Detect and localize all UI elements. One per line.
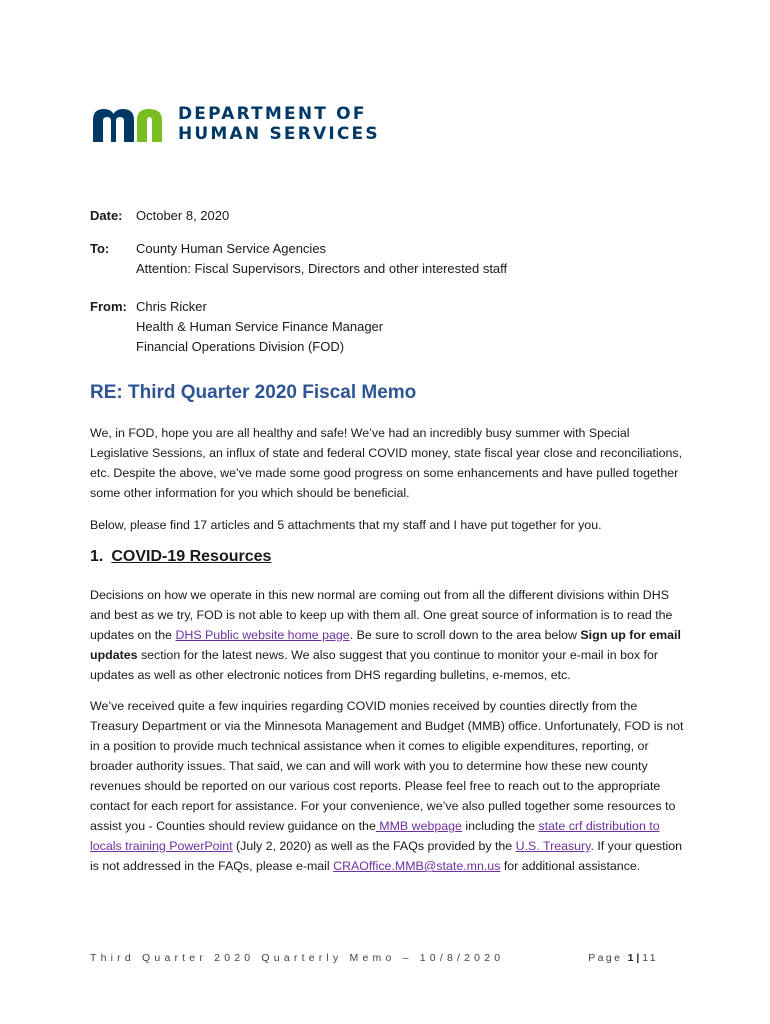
us-treasury-link[interactable]: U.S. Treasury [515,839,591,853]
section-title: COVID-19 Resources [111,548,272,565]
date-value: October 8, 2020 [136,208,230,223]
text-segment: . If your question is not addressed in the FAQs, please e-mail [90,839,683,873]
dhs-home-page-link[interactable]: DHS Public website home page [175,628,350,642]
intro-paragraph-1: We, in FOD, hope you are all healthy and safe! We’ve had an incredibly busy summer with Special Legislative Sessions, an influx of state and federal COVID money, state fiscal year close and reconciliations, etc. Despite the above, we’ve made some good progress on some enhancements and have pulled together some other information for you which should be beneficial. [90,426,683,500]
to-line-1: County Human Service Agencies [136,241,327,256]
text-segment: section for the latest news. We also suggest that you continue to monitor your e-mail in box for updates as well as other electronic notices from DHS regarding bulletins, e-memos, etc. [90,648,658,682]
mn-logo-icon [90,106,166,142]
mmb-webpage-link[interactable]: MMB webpage [375,819,462,833]
to-line-2: Attention: Fiscal Supervisors, Directors and other interested staff [136,261,508,276]
page-label: Page [588,952,628,964]
covid-paragraph-1 [90,585,686,685]
dhs-logo [90,104,380,144]
craoffice-email-link[interactable]: CRAOffice.MMB@state.mn.us [333,859,501,873]
from-line-2: Health & Human Service Finance Manager [136,319,384,334]
bold-text: Sign up for email updates [90,628,681,662]
from-label: From: [90,299,127,314]
to-label: To: [90,241,110,256]
date-label: Date: [90,208,123,223]
logo-wordmark [178,104,380,144]
page-current: 1 [627,952,634,964]
footer-memo-title: Third Quarter 2020 Quarterly Memo – 10/8/2020 [90,952,505,964]
text-segment: We’ve received quite a few inquiries regarding COVID monies received by counties directly from the Treasury Department or via the Minnesota Management and Budget (MMB) office. Unfortunately, FOD is not in a position to provide much technical assistance when it comes to eligible expenditures, reporting, or broader authority issues. That said, we can and will work with you to determine how these new county revenues should be reported on our various cost reports. Please feel free to reach out to the appropriate contact for each report for assistance. For your convenience, we’ve also pulled together some resources to assist you - Counties should review guidance on the [90,699,684,833]
section-number: 1. [90,548,104,565]
from-line-3: Financial Operations Division (FOD) [136,339,345,354]
memo-title: RE: Third Quarter 2020 Fiscal Memo [90,382,417,403]
logo-line-2: HUMAN SERVICES [178,124,380,144]
intro-paragraph-2: Below, please find 17 articles and 5 attachments that my staff and I have put together for you. [90,518,602,532]
section-heading-covid [90,548,271,566]
from-line-1: Chris Ricker [136,299,207,314]
footer-page-number [588,952,658,964]
text-segment: Decisions on how we operate in this new normal are coming out from all the different divisions within DHS and best as we try, FOD is not able to keep up with them all. One great source of information is to read the updates on the [90,588,673,642]
page-separator: | [633,952,643,964]
text-segment: for additional assistance. [500,859,641,873]
page-total: 11 [642,952,658,964]
text-segment: including the [461,819,539,833]
covid-paragraph-2 [90,696,686,876]
crf-powerpoint-link[interactable]: state crf distribution to locals training PowerPoint [90,819,660,853]
logo-line-1: DEPARTMENT OF [178,104,367,124]
text-segment: (July 2, 2020) as well as the FAQs provided by the [232,839,516,853]
text-segment: . Be sure to scroll down to the area below [349,628,581,642]
page-footer [90,952,658,964]
